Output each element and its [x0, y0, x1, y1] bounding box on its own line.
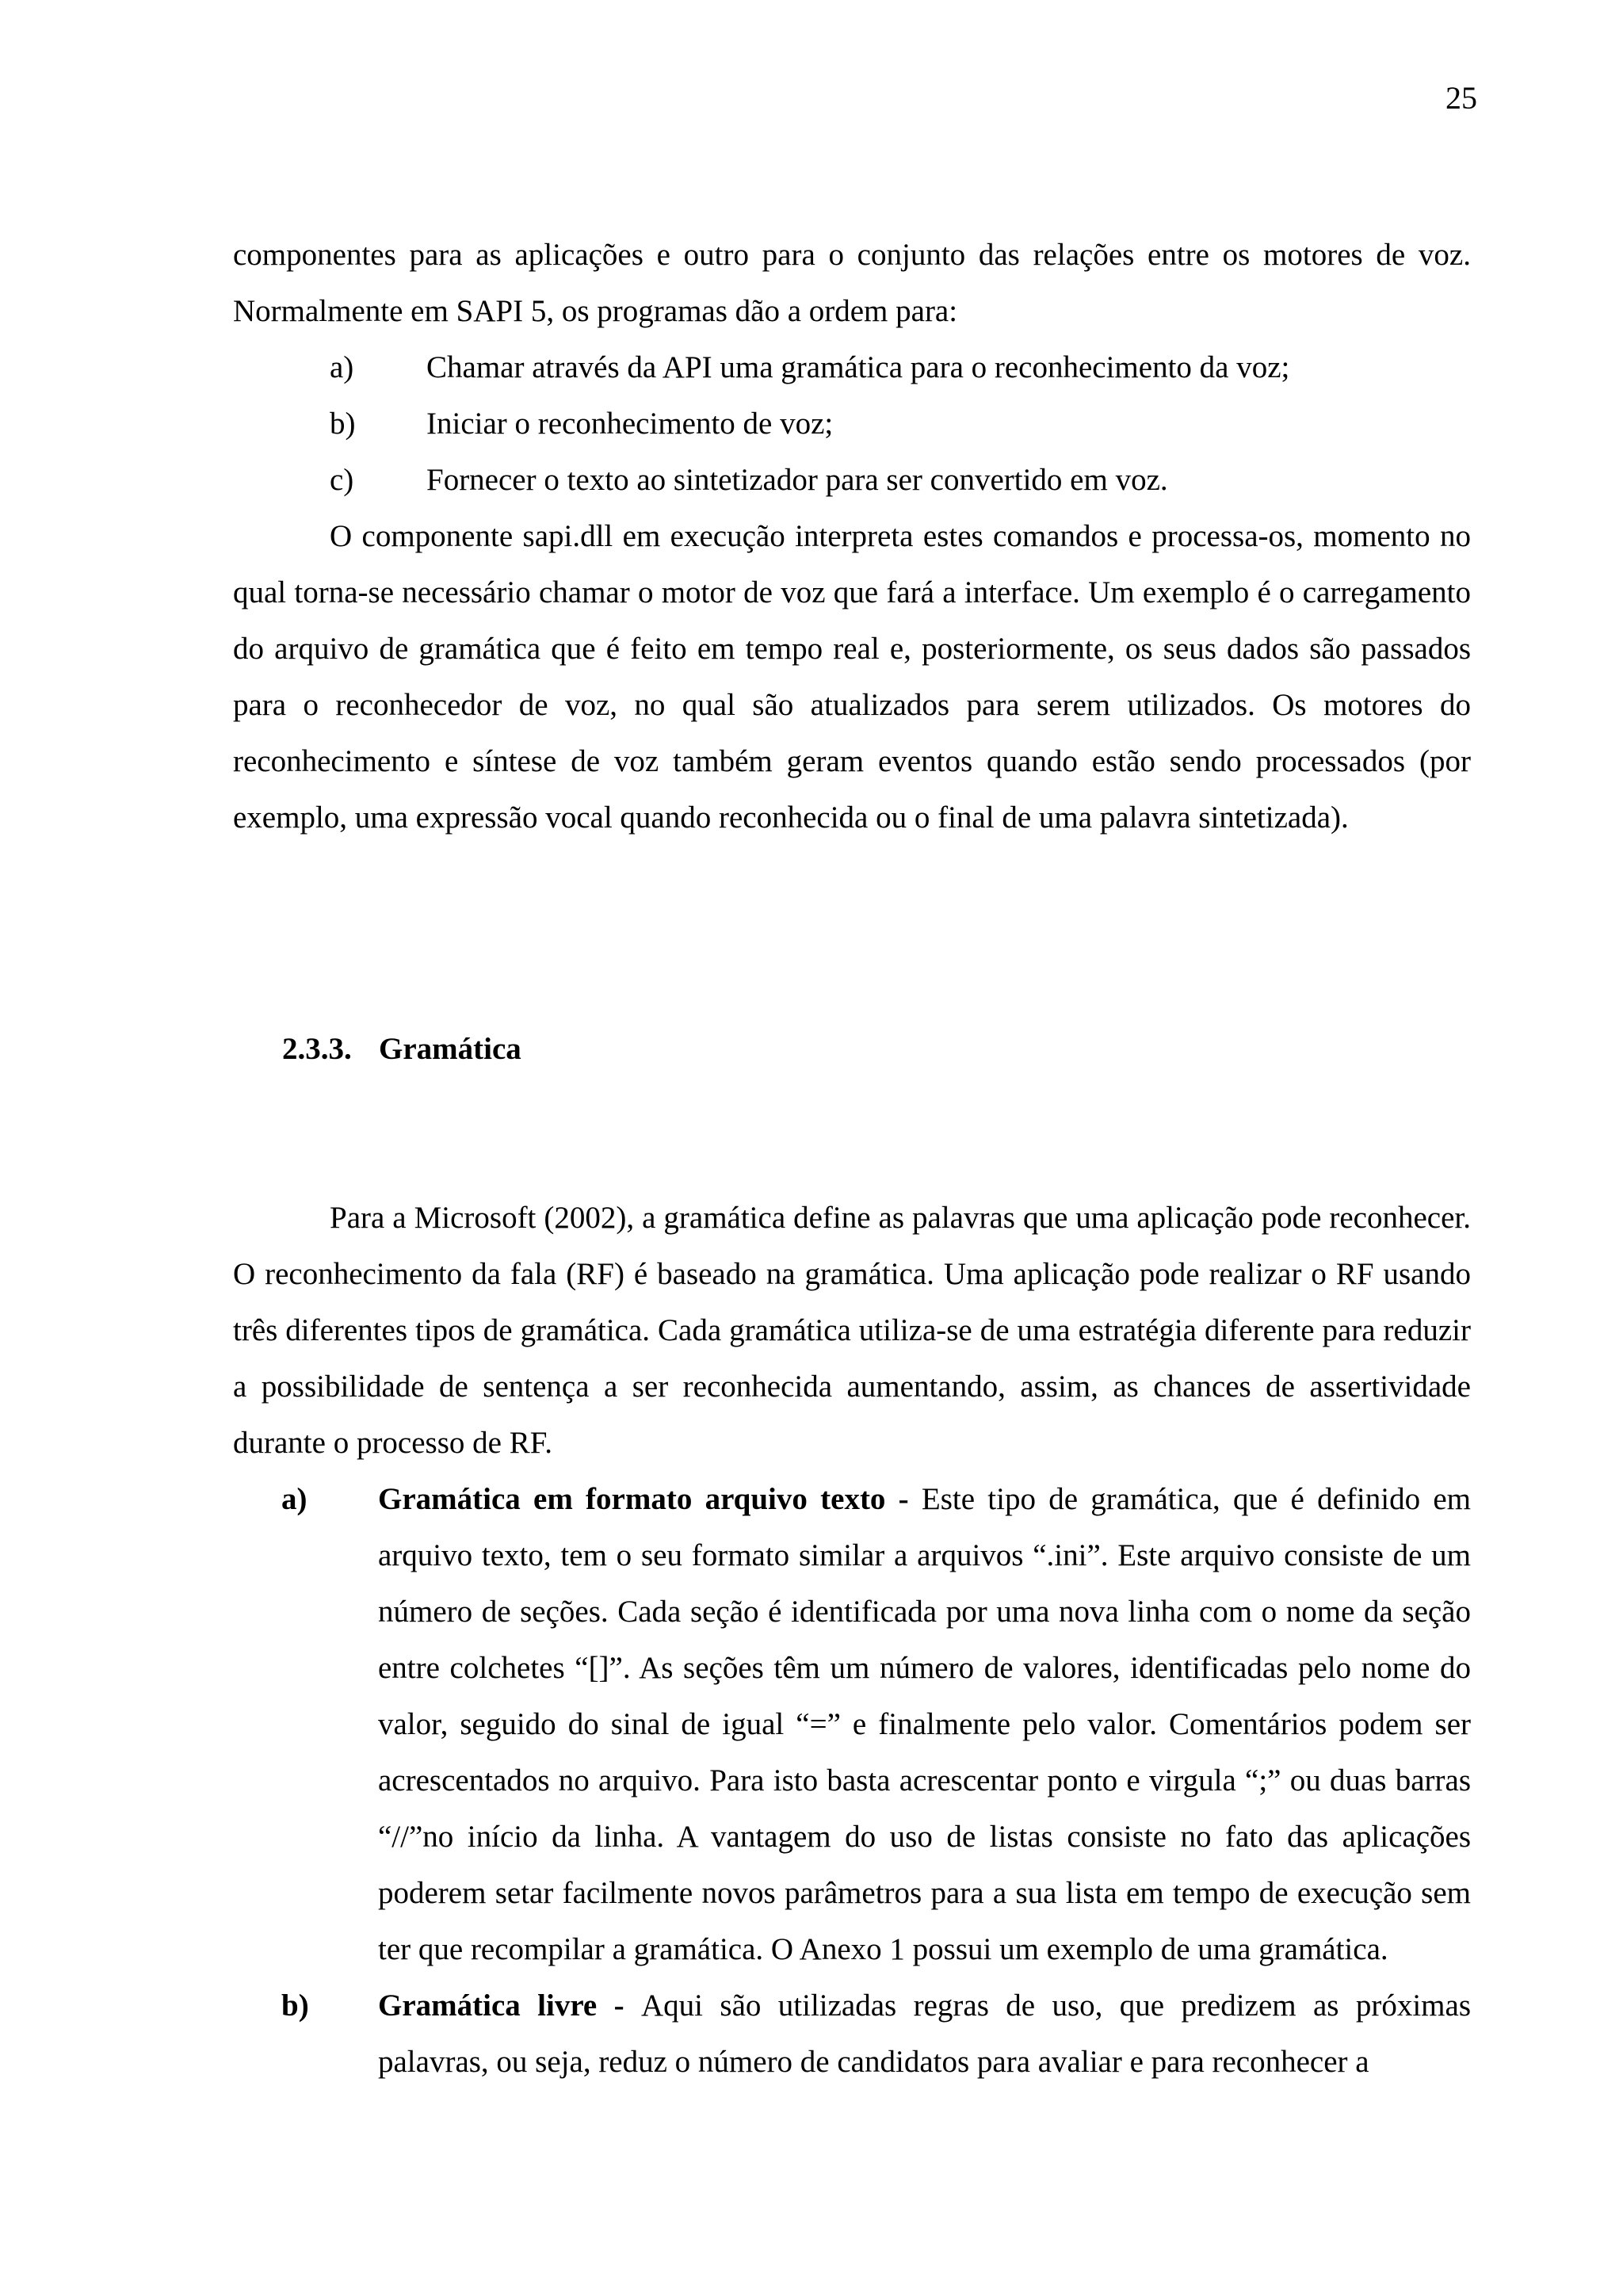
list-item-text: Este tipo de gramática, que é definido em arquivo texto, tem o seu formato similar a arquivos “.ini”. Este arquivo consiste de um número de seções. Cada seção é identificada por uma nova linha com o nome da seção entre colchetes “[]”. As seções têm um número de valores, identificadas pelo nome do valor, seguido do sinal de igual “=” e finalmente pelo valor. Comentários podem ser acrescentados no arquivo. Para isto basta acrescentar ponto e virgula “;” ou duas barras “//”no início da linha. A vantagem do uso de listas consiste no fato das aplicações poderem setar facilmente novos parâmetros para a sua lista em tempo de execução sem ter que recompilar a gramática. O Anexo 1 possui um exemplo de uma gramática. [378, 1482, 1471, 1966]
list-marker: a) [281, 1482, 307, 1516]
list-item-term: Gramática em formato arquivo texto - [378, 1482, 922, 1516]
list-item [281, 1471, 1471, 1977]
paragraph-grammar-intro: Para a Microsoft (2002), a gramática define as palavras que uma aplicação pode reconhecer. O reconhecimento da fala (RF) é baseado na gramática. Uma aplicação pode realizar o RF usando três diferentes tipos de gramática. Cada gramática utiliza-se de uma estratégia diferente para reduzir a possibilidade de sentença a ser reconhecida aumentando, assim, as chances de assertividade durante o processo de RF. [233, 1201, 1471, 1460]
list-item-text: Chamar através da API uma gramática para o reconhecimento da voz; [426, 350, 1290, 384]
grammar-types-list [281, 1471, 1471, 2090]
list-item [330, 452, 1471, 508]
paragraph-continuation: componentes para as aplicações e outro para o conjunto das relações entre os motores de voz. Normalmente em SAPI 5, os programas dão a ordem para: [233, 238, 1471, 328]
list-item-text: Fornecer o texto ao sintetizador para ser convertido em voz. [426, 463, 1168, 497]
list-marker: a) [330, 350, 354, 384]
section-number: 2.3.3. [282, 1032, 352, 1066]
list-marker: b) [281, 1988, 309, 2023]
list-item [330, 339, 1471, 395]
list-marker: b) [330, 407, 356, 441]
section-heading [282, 1021, 521, 1077]
list-item-text: Iniciar o reconhecimento de voz; [426, 407, 834, 441]
paragraph-sapi: O componente sapi.dll em execução interpreta estes comandos e processa-os, momento no qual torna-se necessário chamar o motor de voz que fará a interface. Um exemplo é o carregamento do arquivo de gramática que é feito em tempo real e, posteriormente, os seus dados são passados para o reconhecedor de voz, no qual são atualizados para serem utilizados. Os motores do reconhecimento e síntese de voz também geram eventos quando estão sendo processados (por exemplo, uma expressão vocal quando reconhecida ou o final de uma palavra sintetizada). [233, 519, 1471, 835]
ordered-list [330, 339, 1471, 508]
list-item [330, 395, 1471, 452]
text-block-intro [233, 227, 1471, 846]
list-item [281, 1977, 1471, 2090]
list-item-text: Aqui são utilizadas regras de uso, que predizem as próximas palavras, ou seja, reduz o número de candidatos para avaliar e para reconhecer a [378, 1988, 1471, 2079]
section-title: Gramática [379, 1032, 521, 1066]
page-number: 25 [1445, 80, 1477, 116]
text-block-grammar [233, 1190, 1471, 2090]
list-item-term: Gramática livre - [378, 1988, 642, 2023]
list-marker: c) [330, 463, 354, 497]
